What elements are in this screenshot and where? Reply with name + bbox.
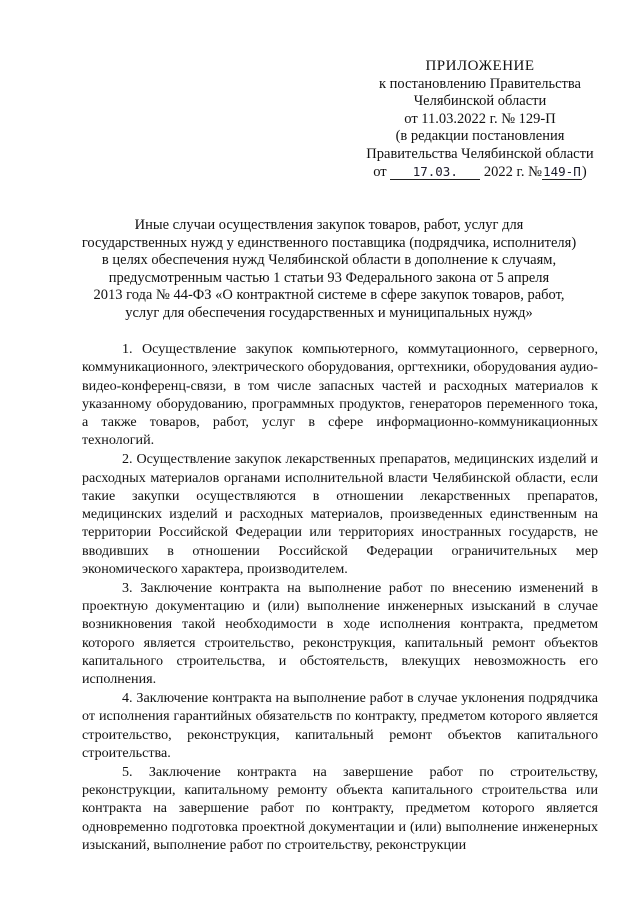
title-line: Иные случаи осуществления закупок товаров, работ, услуг для (134, 217, 524, 233)
document-title (64, 217, 594, 323)
header-line-region: Челябинской области (413, 93, 547, 110)
paragraph-4: 4. Заключение контракта на выполнение работ в случае уклонения подрядчика от исполнения гарантийных обязательств по контракту, предметом которого является строительство, реконструкция, капитальный ремонт объектов капитального строительства. (82, 690, 598, 762)
paragraph-1: 1. Осуществление закупок компьютерного, коммутационного, серверного, коммуникационного, электрического оборудования, оргтехники, оборудования аудио-видео-конференц-связи, в том числе запасных частей и расходных материалов к указанному оборудованию, программных продуктов, генераторов переменного тока, а также товаров, работ, услуг в сфере информационно-коммуникационных технологий. (82, 341, 598, 449)
appendix-title: ПРИЛОЖЕНИЕ (425, 58, 535, 74)
amendment-year: 2022 г. № (483, 163, 542, 180)
header-line-amendment (340, 164, 620, 182)
header-line-date: от 11.03.2022 г. № 129-П (404, 110, 556, 127)
amendment-prefix: от (373, 163, 387, 180)
header-line-decree: к постановлению Правительства (379, 75, 581, 92)
title-line: 2013 года № 44-ФЗ «О контрактной системе в сфере закупок товаров, работ, (93, 287, 565, 304)
title-line: услуг для обеспечения государственных и муниципальных нужд» (125, 304, 533, 321)
paragraph-3: 3. Заключение контракта на выполнение работ по внесению изменений в проектную документацию и (или) выполнение инженерных изысканий в случае возникновения такой необходимости в ходе исполнения контракта, предметом которого является строительство, реконструкция, капитальный ремонт объектов капитального строительства, и обстоятельств, влекущих невозможность его исполнения. (82, 579, 598, 688)
header-line-edition: (в редакции постановления (395, 128, 565, 145)
title-line: государственных нужд у единственного поставщика (подрядчика, исполнителя) (81, 234, 577, 251)
paragraph-2: 2. Осуществление закупок лекарственных препаратов, медицинских изделий и расходных материалов органами исполнительной власти Челябинской области, если такие закупки осуществляются в отношении лекарственных препаратов, медицинских изделий и расходных материалов, произведенных единственным на территории Российской Федерации или территориях иностранных государств, не вводивших в отношении Российской Федерации ограничительных мер экономического характера, производителем. (82, 451, 598, 578)
title-line: в целях обеспечения нужд Челябинской области в дополнение к случаям, (101, 252, 557, 269)
amendment-suffix: ) (581, 163, 587, 180)
header-line-government: Правительства Челябинской области (366, 145, 594, 162)
title-line: предусмотренным частью 1 статьи 93 Федерального закона от 5 апреля (108, 269, 550, 286)
amendment-number-field: 149-П (543, 163, 581, 179)
amendment-date-field: 17.03. (390, 165, 480, 180)
appendix-header (340, 58, 620, 181)
document-body (82, 340, 598, 854)
paragraph-5: 5. Заключение контракта на завершение работ по строительству, реконструкции, капитальному ремонту объекта капитального строительства или контракта на завершение работ по контракту, предметом которого является одновременно подготовка проектной документации и (или) выполнение инженерных изысканий, выполнение работ по строительству, реконструкции (82, 763, 598, 854)
